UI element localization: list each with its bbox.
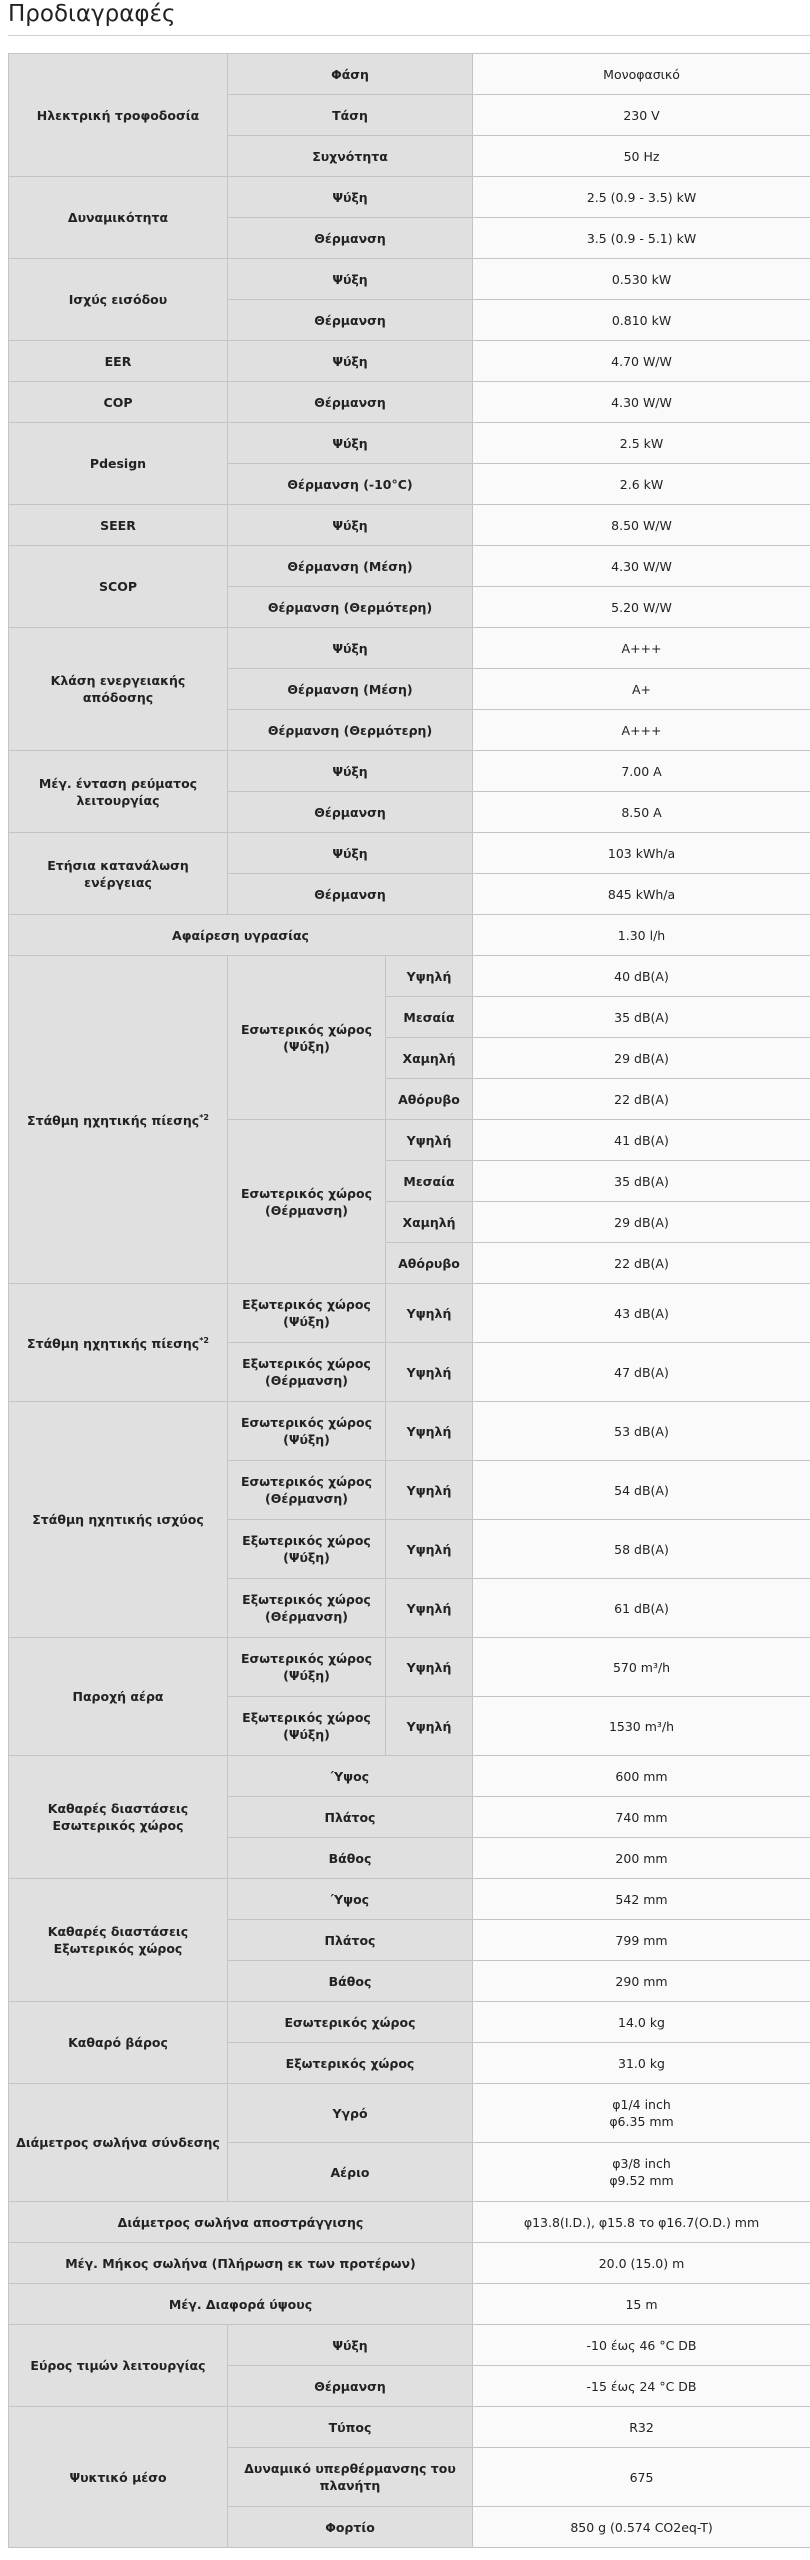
row-sublabel: Ψύξη [228, 505, 473, 546]
row-level: Χαμηλή [386, 1202, 473, 1243]
row-value: 799 mm [473, 1920, 810, 1961]
row-value: 740 mm [473, 1797, 810, 1838]
table-row [9, 956, 810, 997]
row-label: Ισχύς εισόδου [9, 259, 228, 341]
row-value: 40 dB(A) [473, 956, 810, 997]
row-value: 29 dB(A) [473, 1202, 810, 1243]
row-value: -10 έως 46 °C DB [473, 2325, 810, 2366]
table-row [9, 341, 810, 382]
row-sublabel: Πλάτος [228, 1920, 473, 1961]
row-level: Υψηλή [386, 1120, 473, 1161]
table-row [9, 915, 810, 956]
row-value: 20.0 (15.0) m [473, 2243, 810, 2284]
row-value: 22 dB(A) [473, 1079, 810, 1120]
row-sublabel: Τάση [228, 95, 473, 136]
row-sublabel: Βάθος [228, 1961, 473, 2002]
row-value: 1530 m³/h [473, 1697, 810, 1756]
row-value: 53 dB(A) [473, 1402, 810, 1461]
row-sublabel: Θέρμανση (Μέση) [228, 669, 473, 710]
row-sublabel: Ψύξη [228, 2325, 473, 2366]
row-value: 35 dB(A) [473, 1161, 810, 1202]
row-sublabel: Εσωτερικός χώρος (Θέρμανση) [228, 1120, 386, 1284]
table-row [9, 1756, 810, 1797]
row-value [473, 2143, 810, 2202]
row-sublabel: Βάθος [228, 1838, 473, 1879]
row-value: Μονοφασικό [473, 54, 810, 95]
row-value [473, 2084, 810, 2143]
row-label: SEER [9, 505, 228, 546]
row-sublabel: Εσωτερικός χώρος [228, 2002, 473, 2043]
row-level: Υψηλή [386, 1461, 473, 1520]
row-value: 542 mm [473, 1879, 810, 1920]
row-label: Κλάση ενεργειακής απόδοσης [9, 628, 228, 751]
row-value: A+ [473, 669, 810, 710]
table-row [9, 382, 810, 423]
row-value: 50 Hz [473, 136, 810, 177]
row-sublabel: Ψύξη [228, 177, 473, 218]
row-label-text: Στάθμη ηχητικής πίεσης [27, 1336, 200, 1352]
row-sublabel: Συχνότητα [228, 136, 473, 177]
row-value: 31.0 kg [473, 2043, 810, 2084]
row-level: Χαμηλή [386, 1038, 473, 1079]
row-value: 58 dB(A) [473, 1520, 810, 1579]
row-sublabel: Εσωτερικός χώρος (Ψύξη) [228, 1402, 386, 1461]
row-label [9, 956, 228, 1284]
table-row [9, 1284, 810, 1343]
row-sublabel: Εξωτερικός χώρος (Ψύξη) [228, 1284, 386, 1343]
row-sublabel: Ψύξη [228, 628, 473, 669]
row-sublabel: Δυναμικό υπερθέρμανσης του πλανήτη [228, 2448, 473, 2507]
row-label: Διάμετρος σωλήνα σύνδεσης [9, 2084, 228, 2202]
row-sublabel: Εξωτερικός χώρος (Θέρμανση) [228, 1579, 386, 1638]
row-sublabel: Ύψος [228, 1756, 473, 1797]
title-divider [8, 35, 810, 36]
row-level: Υψηλή [386, 1638, 473, 1697]
row-label [9, 1284, 228, 1402]
row-value: 850 g (0.574 CO2eq-T) [473, 2507, 810, 2548]
table-row [9, 1638, 810, 1697]
table-row [9, 2407, 810, 2448]
row-value: 2.6 kW [473, 464, 810, 505]
row-label: Ετήσια κατανάλωση ενέργειας [9, 833, 228, 915]
spec-table [8, 53, 810, 2548]
table-row [9, 2243, 810, 2284]
row-value: 22 dB(A) [473, 1243, 810, 1284]
row-value: 14.0 kg [473, 2002, 810, 2043]
table-row [9, 546, 810, 587]
row-value: A+++ [473, 628, 810, 669]
row-sublabel: Θέρμανση (Μέση) [228, 546, 473, 587]
row-sublabel: Θέρμανση (-10°C) [228, 464, 473, 505]
row-level: Μεσαία [386, 1161, 473, 1202]
row-label: SCOP [9, 546, 228, 628]
row-value: 4.30 W/W [473, 546, 810, 587]
row-level: Υψηλή [386, 1402, 473, 1461]
row-level: Αθόρυβο [386, 1079, 473, 1120]
row-sublabel: Ψύξη [228, 259, 473, 300]
row-sublabel: Εξωτερικός χώρος (Ψύξη) [228, 1697, 386, 1756]
row-sublabel: Θέρμανση [228, 792, 473, 833]
row-sublabel: Ψύξη [228, 423, 473, 464]
row-sublabel: Εξωτερικός χώρος (Ψύξη) [228, 1520, 386, 1579]
row-level: Υψηλή [386, 1343, 473, 1402]
row-value: R32 [473, 2407, 810, 2448]
row-label: Μέγ. ένταση ρεύματος λειτουργίας [9, 751, 228, 833]
row-value: 4.70 W/W [473, 341, 810, 382]
row-sublabel: Τύπος [228, 2407, 473, 2448]
row-value: 54 dB(A) [473, 1461, 810, 1520]
row-sublabel: Αέριο [228, 2143, 473, 2202]
row-sublabel: Θέρμανση [228, 2366, 473, 2407]
table-row [9, 2284, 810, 2325]
row-label: Pdesign [9, 423, 228, 505]
row-label: Διάμετρος σωλήνα αποστράγγισης [9, 2202, 473, 2243]
row-label: Δυναμικότητα [9, 177, 228, 259]
row-label: Καθαρές διαστάσεις Εξωτερικός χώρος [9, 1879, 228, 2002]
row-label: COP [9, 382, 228, 423]
table-row [9, 423, 810, 464]
row-sublabel: Ψύξη [228, 341, 473, 382]
table-row [9, 751, 810, 792]
row-label: Ψυκτικό μέσο [9, 2407, 228, 2548]
row-sublabel: Πλάτος [228, 1797, 473, 1838]
row-value: 845 kWh/a [473, 874, 810, 915]
row-sublabel: Ψύξη [228, 751, 473, 792]
row-value: 29 dB(A) [473, 1038, 810, 1079]
row-label: Εύρος τιμών λειτουργίας [9, 2325, 228, 2407]
row-value: 0.530 kW [473, 259, 810, 300]
row-value: 8.50 A [473, 792, 810, 833]
value-line: φ6.35 mm [609, 2114, 674, 2129]
row-value: 1.30 l/h [473, 915, 810, 956]
row-value: 675 [473, 2448, 810, 2507]
row-label-text: Στάθμη ηχητικής πίεσης [27, 1113, 200, 1129]
row-value: φ13.8(I.D.), φ15.8 το φ16.7(O.D.) mm [473, 2202, 810, 2243]
row-label: Στάθμη ηχητικής ισχύος [9, 1402, 228, 1638]
table-row [9, 1402, 810, 1461]
row-label: Καθαρό βάρος [9, 2002, 228, 2084]
table-row [9, 177, 810, 218]
row-sublabel: Θέρμανση [228, 874, 473, 915]
row-value: 230 V [473, 95, 810, 136]
row-value: 15 m [473, 2284, 810, 2325]
table-row [9, 2202, 810, 2243]
row-sublabel: Υγρό [228, 2084, 473, 2143]
row-sublabel: Θέρμανση [228, 382, 473, 423]
table-row [9, 2084, 810, 2143]
table-row [9, 2325, 810, 2366]
row-sublabel: Θέρμανση [228, 300, 473, 341]
row-label: Μέγ. Μήκος σωλήνα (Πλήρωση εκ των προτέρων) [9, 2243, 473, 2284]
row-sublabel: Θέρμανση [228, 218, 473, 259]
row-sublabel: Εσωτερικός χώρος (Ψύξη) [228, 956, 386, 1120]
row-value: 5.20 W/W [473, 587, 810, 628]
row-value: A+++ [473, 710, 810, 751]
row-sublabel: Θέρμανση (Θερμότερη) [228, 710, 473, 751]
row-value: 0.810 kW [473, 300, 810, 341]
row-value: 200 mm [473, 1838, 810, 1879]
row-value: 4.30 W/W [473, 382, 810, 423]
row-value: 47 dB(A) [473, 1343, 810, 1402]
row-sublabel: Φάση [228, 54, 473, 95]
row-sublabel: Εσωτερικός χώρος (Θέρμανση) [228, 1461, 386, 1520]
row-sublabel: Ψύξη [228, 833, 473, 874]
table-row [9, 2002, 810, 2043]
table-row [9, 54, 810, 95]
footnote-mark: *2 [199, 1336, 209, 1346]
row-level: Υψηλή [386, 1284, 473, 1343]
row-sublabel: Ύψος [228, 1879, 473, 1920]
row-level: Αθόρυβο [386, 1243, 473, 1284]
row-label: Μέγ. Διαφορά ύψους [9, 2284, 473, 2325]
table-row [9, 628, 810, 669]
row-value: 600 mm [473, 1756, 810, 1797]
table-row [9, 833, 810, 874]
table-row [9, 1879, 810, 1920]
row-value: 2.5 kW [473, 423, 810, 464]
row-value: -15 έως 24 °C DB [473, 2366, 810, 2407]
row-label: EER [9, 341, 228, 382]
row-label: Ηλεκτρική τροφοδοσία [9, 54, 228, 177]
row-value: 290 mm [473, 1961, 810, 2002]
row-value: 41 dB(A) [473, 1120, 810, 1161]
row-level: Υψηλή [386, 1520, 473, 1579]
row-value: 103 kWh/a [473, 833, 810, 874]
row-value: 570 m³/h [473, 1638, 810, 1697]
value-line: φ9.52 mm [609, 2173, 674, 2188]
row-level: Υψηλή [386, 956, 473, 997]
row-sublabel: Εσωτερικός χώρος (Ψύξη) [228, 1638, 386, 1697]
table-row [9, 259, 810, 300]
row-level: Υψηλή [386, 1697, 473, 1756]
row-value: 8.50 W/W [473, 505, 810, 546]
value-line: φ3/8 inch [612, 2156, 671, 2171]
value-line: φ1/4 inch [612, 2097, 671, 2112]
row-value: 35 dB(A) [473, 997, 810, 1038]
row-sublabel: Εξωτερικός χώρος [228, 2043, 473, 2084]
row-sublabel: Εξωτερικός χώρος (Θέρμανση) [228, 1343, 386, 1402]
row-label: Παροχή αέρα [9, 1638, 228, 1756]
row-value: 3.5 (0.9 - 5.1) kW [473, 218, 810, 259]
row-label: Αφαίρεση υγρασίας [9, 915, 473, 956]
row-value: 7.00 A [473, 751, 810, 792]
row-value: 43 dB(A) [473, 1284, 810, 1343]
row-value: 2.5 (0.9 - 3.5) kW [473, 177, 810, 218]
row-sublabel: Φορτίο [228, 2507, 473, 2548]
page-title: Προδιαγραφές [8, 1, 176, 27]
footnote-mark: *2 [199, 1113, 209, 1123]
row-sublabel: Θέρμανση (Θερμότερη) [228, 587, 473, 628]
row-value: 61 dB(A) [473, 1579, 810, 1638]
row-label: Καθαρές διαστάσεις Εσωτερικός χώρος [9, 1756, 228, 1879]
row-level: Υψηλή [386, 1579, 473, 1638]
row-level: Μεσαία [386, 997, 473, 1038]
table-row [9, 505, 810, 546]
